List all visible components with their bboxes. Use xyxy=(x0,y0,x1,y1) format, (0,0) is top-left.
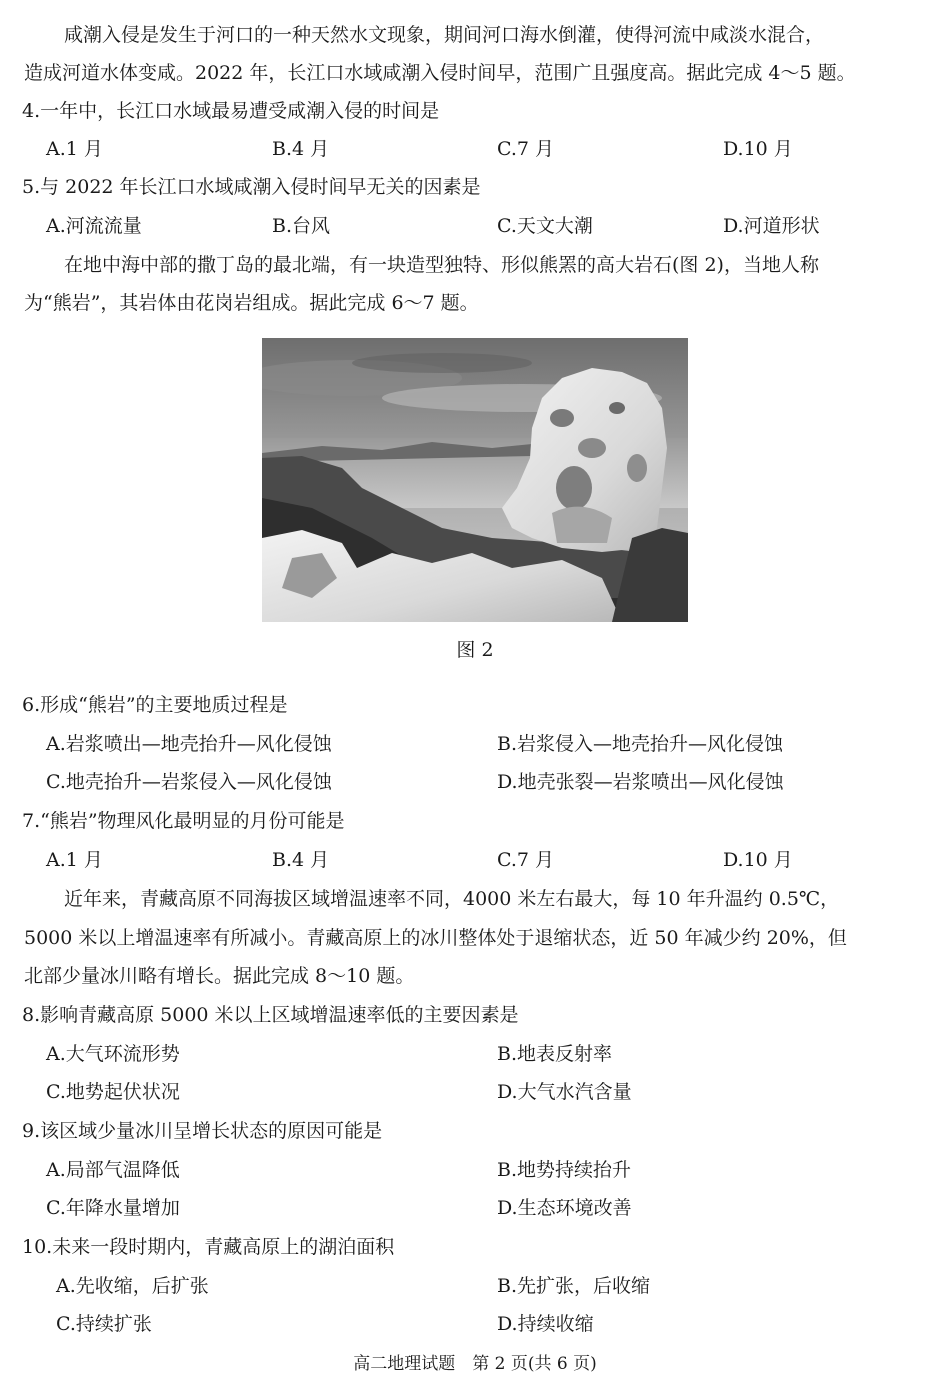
question-9-option-b: B.地势持续抬升 xyxy=(497,1159,632,1181)
intro-paragraph-2-line-1: 在地中海中部的撒丁岛的最北端，有一块造型独特、形似熊罴的高大岩石(图 2)，当地人称 xyxy=(64,254,819,276)
intro-paragraph-3-line-3: 北部少量冰川略有增长。据此完成 8～10 题。 xyxy=(24,965,415,987)
question-8-option-c: C.地势起伏状况 xyxy=(46,1081,180,1103)
question-4-option-d: D.10 月 xyxy=(723,138,793,160)
question-8-option-a: A.大气环流形势 xyxy=(46,1043,180,1065)
bear-rock-photo xyxy=(262,338,688,622)
question-7-option-c: C.7 月 xyxy=(497,849,555,871)
question-10-option-c: C.持续扩张 xyxy=(56,1313,152,1335)
question-6-stem: 6.形成“熊岩”的主要地质过程是 xyxy=(22,694,288,716)
question-9-option-c: C.年降水量增加 xyxy=(46,1197,180,1219)
intro-paragraph-1-line-2: 造成河道水体变咸。2022 年，长江口水域咸潮入侵时间早，范围广且强度高。据此完成 4～5 题。 xyxy=(24,62,856,84)
intro-paragraph-3-line-1: 近年来，青藏高原不同海拔区域增温速率不同，4000 米左右最大，每 10 年升温约 0.5℃， xyxy=(64,888,840,910)
intro-paragraph-1-line-1: 咸潮入侵是发生于河口的一种天然水文现象，期间河口海水倒灌，使得河流中咸淡水混合， xyxy=(64,24,825,46)
question-5-option-d: D.河道形状 xyxy=(723,215,820,237)
figure-caption: 图 2 xyxy=(456,639,494,661)
question-10-stem: 10.未来一段时期内，青藏高原上的湖泊面积 xyxy=(22,1236,395,1258)
intro-paragraph-3-line-2: 5000 米以上增温速率有所减小。青藏高原上的冰川整体处于退缩状态，近 50 年减少约 20%，但 xyxy=(24,927,847,949)
question-9-option-d: D.生态环境改善 xyxy=(497,1197,632,1219)
question-9-option-a: A.局部气温降低 xyxy=(46,1159,180,1181)
question-6-option-c: C.地壳抬升—岩浆侵入—风化侵蚀 xyxy=(46,771,332,793)
question-8-option-d: D.大气水汽含量 xyxy=(497,1081,632,1103)
question-4-stem: 4.一年中，长江口水域最易遭受咸潮入侵的时间是 xyxy=(22,100,440,122)
page-footer: 高二地理试题 第 2 页(共 6 页) xyxy=(353,1354,597,1374)
question-7-option-a: A.1 月 xyxy=(46,849,103,871)
question-9-stem: 9.该区域少量冰川呈增长状态的原因可能是 xyxy=(22,1120,383,1142)
question-4-option-b: B.4 月 xyxy=(272,138,330,160)
intro-paragraph-2-line-2: 为“熊岩”，其岩体由花岗岩组成。据此完成 6～7 题。 xyxy=(24,292,479,314)
question-10-option-b: B.先扩张，后收缩 xyxy=(497,1275,651,1297)
question-4-option-c: C.7 月 xyxy=(497,138,555,160)
question-8-stem: 8.影响青藏高原 5000 米以上区域增温速率低的主要因素是 xyxy=(22,1004,519,1026)
question-5-option-a: A.河流流量 xyxy=(46,215,142,237)
question-5-stem: 5.与 2022 年长江口水域咸潮入侵时间早无关的因素是 xyxy=(22,176,481,198)
question-6-option-d: D.地壳张裂—岩浆喷出—风化侵蚀 xyxy=(497,771,784,793)
question-6-option-a: A.岩浆喷出—地壳抬升—风化侵蚀 xyxy=(46,733,332,755)
question-6-option-b: B.岩浆侵入—地壳抬升—风化侵蚀 xyxy=(497,733,784,755)
question-7-option-b: B.4 月 xyxy=(272,849,330,871)
question-10-option-d: D.持续收缩 xyxy=(497,1313,594,1335)
question-8-option-b: B.地表反射率 xyxy=(497,1043,613,1065)
question-4-option-a: A.1 月 xyxy=(46,138,103,160)
question-5-option-b: B.台风 xyxy=(272,215,331,237)
question-10-option-a: A.先收缩，后扩张 xyxy=(56,1275,209,1297)
question-7-option-d: D.10 月 xyxy=(723,849,793,871)
question-7-stem: 7.“熊岩”物理风化最明显的月份可能是 xyxy=(22,810,345,832)
question-5-option-c: C.天文大潮 xyxy=(497,215,593,237)
